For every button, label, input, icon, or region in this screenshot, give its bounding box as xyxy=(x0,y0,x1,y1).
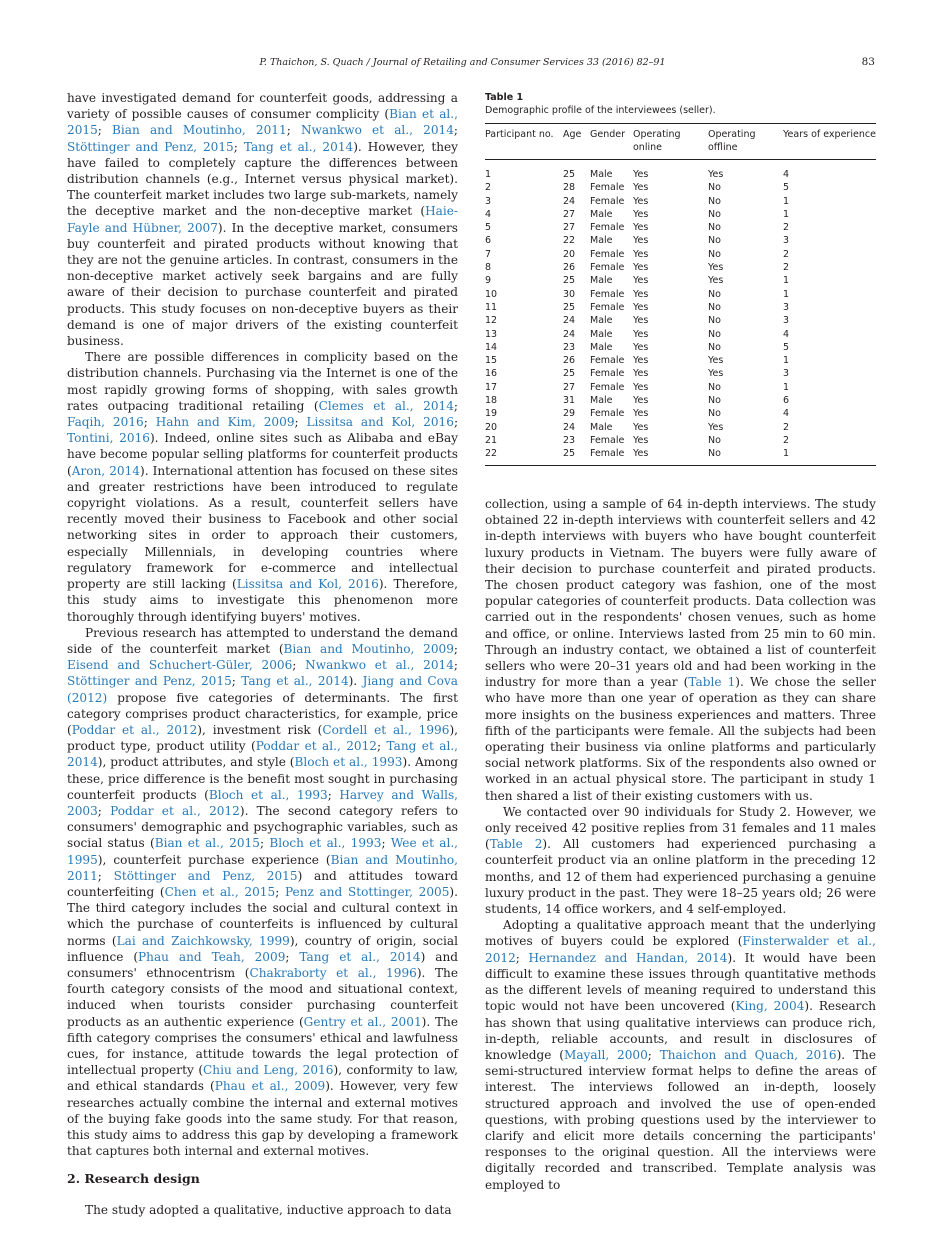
table-1 xyxy=(485,92,876,466)
table-cell: 24 xyxy=(563,195,576,207)
table-cell: 28 xyxy=(563,182,576,194)
text-run: ; xyxy=(294,415,307,430)
table-cell: No xyxy=(708,381,721,393)
text-run: ; xyxy=(285,949,300,964)
text-run: ; xyxy=(327,787,340,802)
column-header: Gender xyxy=(590,129,626,140)
table-cell: No xyxy=(708,222,721,234)
table-body xyxy=(485,160,876,466)
paragraph xyxy=(485,804,876,917)
paragraph xyxy=(485,917,876,1192)
table-cell: 9 xyxy=(485,275,492,287)
table-row xyxy=(485,221,876,234)
table-cell: 10 xyxy=(485,288,498,300)
table-cell: 1 xyxy=(485,169,492,180)
citation-link[interactable]: Jiang and Cova (2012) xyxy=(67,674,459,705)
table-cell: Female xyxy=(590,448,625,460)
table-row xyxy=(485,354,876,367)
citation-link[interactable]: Harvey and Walls, 2003 xyxy=(67,787,459,818)
table-cell: Yes xyxy=(633,222,649,234)
table-row xyxy=(485,288,876,301)
text-run: Adopting a qualitative approach meant that the underlying motives of buyers could be explored ( xyxy=(485,918,876,949)
table-row xyxy=(485,314,876,327)
table-cell: 4 xyxy=(783,169,790,180)
table-cell: 13 xyxy=(485,328,498,340)
table-cell: 1 xyxy=(783,355,790,367)
text-run: ; xyxy=(453,123,458,138)
text-run: ). Research has shown that using qualitative interviews can produce rich, in-depth, reliable accounts, and result in disclosures of knowledge ( xyxy=(485,999,877,1062)
table-cell: Female xyxy=(590,182,625,194)
table-cell: 5 xyxy=(783,182,790,194)
table-cell: Male xyxy=(590,235,613,247)
citation-link[interactable]: Poddar et al., 2012 xyxy=(255,739,377,754)
table-row xyxy=(485,407,876,420)
citation-link[interactable]: Chen et al., 2015 xyxy=(164,884,276,899)
table-cell: 5 xyxy=(485,222,492,234)
table-cell: 16 xyxy=(485,368,498,380)
table-cell: No xyxy=(708,208,721,220)
text-run: ). However, very few researches actually combine the internal and external motives of the buying fake goods into the same study. For that reason, this study aims to address this gap by developing a framework that captures both internal and external motives. xyxy=(67,1079,458,1159)
table-cell: Yes xyxy=(633,288,649,300)
table-cell: Female xyxy=(590,262,625,274)
table-cell: 31 xyxy=(563,395,576,407)
section-heading: 2. Research design xyxy=(67,1171,200,1187)
table-cell: Yes xyxy=(708,368,724,380)
text-run: ). The second category refers to consumers' demographic and psychographic variables, such as social status ( xyxy=(67,803,458,851)
text-run: ). The fifth category comprises the consumers' ethical and lawfulness cues, for instance, attitude towards the legal protection of intellectual property ( xyxy=(67,1014,458,1078)
citation-link[interactable]: Table 1 xyxy=(688,675,736,690)
table-cell: 21 xyxy=(485,434,498,446)
table-cell: Male xyxy=(590,208,613,220)
table-row xyxy=(485,195,876,208)
table-cell: 3 xyxy=(783,301,790,313)
table-cell: 6 xyxy=(485,235,492,247)
table-cell: Yes xyxy=(633,235,649,247)
citation-link[interactable]: Gentry et al., 2001 xyxy=(303,1014,422,1029)
citation-link[interactable]: Bian and Moutinho, 2009 xyxy=(283,641,454,656)
table-cell: 1 xyxy=(783,195,790,207)
text-run: ), investment risk ( xyxy=(197,722,323,737)
citation-link[interactable]: Eisend and Schuchert-Güler, 2006 xyxy=(67,658,293,673)
citation-link[interactable]: Tang et al., 2014 xyxy=(243,139,354,154)
table-cell: No xyxy=(708,288,721,300)
table-cell: Female xyxy=(590,381,625,393)
table-cell: Yes xyxy=(633,448,649,460)
table-cell: Yes xyxy=(633,408,649,420)
table-row xyxy=(485,248,876,261)
table-row xyxy=(485,381,876,394)
table-row xyxy=(485,394,876,407)
text-run: ). International attention has focused on these sites and greater restrictions have been introduced to regulate copyright violations. As a result, counterfeit sellers have recently moved their business to Facebook and other social networking sites in order to approach their customers, especially Millennials, in developing countries where regulatory framework for e-commerce and intellectual property are still lacking ( xyxy=(67,463,458,592)
table-cell: 2 xyxy=(485,182,492,194)
citation-link[interactable]: Thaichon and Quach, 2016 xyxy=(659,1047,837,1062)
text-run: collection, using a sample of 64 in-depth interviews. The study obtained 22 in-depth interviews with counterfeit sellers and 42 in-depth interviews with buyers who have bought counterfeit luxury products in Vietnam. The buyers were fully aware of their decision to purchase counterfeit and pirated products. The chosen product category was fashion, one of the most popular categories of counterfeit products. Data collection was carried out in the respondents' chosen venues, such as home and office, or online. Interviews lasted from 25 min to 60 min. Through an industry contact, we obtained a list of counterfeit sellers who were 20–31 years old and had been working in the industry for more than a year ( xyxy=(485,497,876,690)
citation-link[interactable]: Finsterwalder et al., 2012 xyxy=(485,934,876,965)
table-cell: No xyxy=(708,315,721,327)
table-cell: Yes xyxy=(633,434,649,446)
table-row xyxy=(485,367,876,380)
citation-link[interactable]: Tang et al., 2014 xyxy=(299,949,421,964)
citation-link[interactable]: Bloch et al., 1993 xyxy=(269,836,382,851)
table-cell: 3 xyxy=(485,195,492,207)
citation-link[interactable]: Lissitsa and Kol, 2016 xyxy=(306,415,454,430)
citation-link[interactable]: Nwankwo et al., 2014 xyxy=(300,123,454,138)
table-cell: 26 xyxy=(563,262,576,274)
text-run: ). The semi-structured interview format helps to define the areas of interest. The interviews followed an in-depth, loosely structured approach and involved the use of open-ended questions, with probing questions used by the interviewer to clarify and elicit more details concerning the participants' responses to the original question. All the interviews were digitally recorded and transcribed. Template analysis was employed to xyxy=(485,1047,876,1192)
citation-link[interactable]: Phau et al., 2009 xyxy=(214,1079,326,1094)
table-cell: 2 xyxy=(783,222,790,234)
table-row xyxy=(485,234,876,247)
table-row xyxy=(485,447,876,465)
table-cell: 1 xyxy=(783,448,790,460)
table-cell: No xyxy=(708,235,721,247)
citation-link[interactable]: Stöttinger and Penz, 2015 xyxy=(113,868,298,883)
citation-link[interactable]: Bloch et al., 1993 xyxy=(294,755,403,770)
left-column xyxy=(67,90,458,1218)
table-cell: 25 xyxy=(563,448,576,460)
right-column xyxy=(485,496,876,1193)
text-run: There are possible differences in complicity based on the distribution channels. Purchasing via the Internet is one of the most rapidly growing forms of shopping, with sales growth rates outpacing traditional retailing ( xyxy=(67,350,458,413)
text-run: ; xyxy=(515,950,529,965)
table-cell: 26 xyxy=(563,355,576,367)
text-run: The study adopted a qualitative, inductive approach to data xyxy=(85,1202,452,1217)
table-cell: 25 xyxy=(563,368,576,380)
table-cell: 2 xyxy=(783,421,790,433)
table-cell: 4 xyxy=(783,408,790,420)
citation-link[interactable]: Bian and Moutinho, 2011 xyxy=(112,123,287,138)
citation-link[interactable]: King, 2004 xyxy=(735,999,805,1014)
table-cell: 6 xyxy=(783,395,790,407)
text-run: ; xyxy=(97,803,111,818)
table-cell: Male xyxy=(590,341,613,353)
table-cell: 24 xyxy=(563,328,576,340)
table-cell: Yes xyxy=(708,275,724,287)
citation-link[interactable]: Bian et al., 2015 xyxy=(154,836,260,851)
table-cell: Yes xyxy=(633,368,649,380)
table-cell: Female xyxy=(590,408,625,420)
table-cell: 2 xyxy=(783,262,790,274)
table-cell: 1 xyxy=(783,381,790,393)
table-cell: 29 xyxy=(563,408,576,420)
table-row xyxy=(485,421,876,434)
table-cell: 23 xyxy=(563,434,576,446)
table-cell: 14 xyxy=(485,341,498,353)
text-run: ), conformity to law, and ethical standards ( xyxy=(67,1063,458,1094)
table-row xyxy=(485,328,876,341)
column-header: Operating offline xyxy=(708,129,756,153)
table-row xyxy=(485,341,876,354)
table-cell: 3 xyxy=(783,235,790,247)
citation-link[interactable]: Tang et al., 2014 xyxy=(241,674,349,689)
table-cell: 8 xyxy=(485,262,492,274)
table-label: Table 1 xyxy=(485,92,524,103)
table-cell: No xyxy=(708,195,721,207)
table-cell: 23 xyxy=(563,341,576,353)
paragraph xyxy=(67,90,458,349)
table-cell: No xyxy=(708,434,721,446)
text-run: ) and attitudes toward counterfeiting ( xyxy=(67,868,458,899)
table-cell: Female xyxy=(590,368,625,380)
table-cell: 2 xyxy=(783,434,790,446)
citation-link[interactable]: Bloch et al., 1993 xyxy=(208,787,328,802)
table-row xyxy=(485,208,876,221)
text-run: ; xyxy=(453,398,458,413)
table-row xyxy=(485,261,876,274)
table-cell: 22 xyxy=(563,235,576,247)
text-run: ; xyxy=(231,674,242,689)
text-run: ; xyxy=(97,868,114,883)
table-cell: Female xyxy=(590,355,625,367)
citation-link[interactable]: Stöttinger and Penz, 2015 xyxy=(67,139,234,154)
citation-link[interactable]: Phau and Teah, 2009 xyxy=(138,949,286,964)
table-cell: Male xyxy=(590,169,613,180)
table-cell: 4 xyxy=(783,328,790,340)
text-run: ) and consumers' ethnocentrism ( xyxy=(67,949,459,980)
table-cell: Yes xyxy=(708,421,724,433)
text-run: ). Indeed, online sites such as Alibaba and eBay have become popular selling platforms for counterfeit products ( xyxy=(67,431,458,478)
table-cell: Yes xyxy=(633,262,649,274)
column-header: Years of experience xyxy=(783,129,876,140)
table-cell: 27 xyxy=(563,222,576,234)
text-run: ; xyxy=(453,641,458,656)
text-run: ). We chose the seller who have more than one year of operation as they can share more insights on the business experiences and matters. Three fifth of the participants were female. All the subjects had been operating their business via online platforms and particularly social network platforms. Six of the respondents also owned or worked in an actual physical store. The participant in study 1 then shared a list of their existing customers with us. xyxy=(485,675,876,803)
citation-link[interactable]: Nwankwo et al., 2014 xyxy=(305,658,454,673)
paragraph xyxy=(67,349,458,624)
citation-link[interactable]: Lissitsa and Kol, 2016 xyxy=(236,577,379,592)
table-cell: 20 xyxy=(563,248,576,260)
citation-link[interactable]: Hernandez and Handan, 2014 xyxy=(528,950,728,965)
text-run: We contacted over 90 individuals for Study 2. However, we only received 42 positive replies from 31 females and 11 males ( xyxy=(485,804,876,852)
text-run: ; xyxy=(286,123,301,138)
paragraph xyxy=(485,496,876,804)
table-cell: Male xyxy=(590,275,613,287)
text-run: ; xyxy=(233,139,244,154)
citation-link[interactable]: Poddar et al., 2012 xyxy=(110,803,240,818)
journal-citation: P. Thaichon, S. Quach / Journal of Retailing and Consumer Services 33 (2016) 82–91 xyxy=(259,57,666,68)
text-run: ; xyxy=(453,415,459,430)
table-cell: No xyxy=(708,182,721,194)
table-cell: Yes xyxy=(633,381,649,393)
table-cell: Male xyxy=(590,328,613,340)
table-cell: 1 xyxy=(783,275,790,287)
citation-link[interactable]: Bian and Moutinho, 2011 xyxy=(67,852,458,883)
table-cell: Male xyxy=(590,395,613,407)
text-run: ). However, they have failed to completely capture the differences between distribution channels (e.g., Internet versus physical market). The counterfeit market includes two large sub-markets, namely the deceptive market and the non-deceptive market ( xyxy=(67,139,459,219)
text-run: ), product attributes, and style ( xyxy=(97,755,295,770)
citation-link[interactable]: Aron, 2014 xyxy=(71,463,140,478)
column-header: Operating online xyxy=(633,129,681,153)
table-cell: 1 xyxy=(783,288,790,300)
table-cell: Female xyxy=(590,195,625,207)
table-row xyxy=(485,181,876,194)
table-cell: Yes xyxy=(708,262,724,274)
table-cell: Yes xyxy=(633,315,649,327)
table-cell: 22 xyxy=(485,448,498,460)
citation-link[interactable]: Hahn and Kim, 2009 xyxy=(155,415,295,430)
table-cell: Yes xyxy=(708,355,724,367)
page-number: 83 xyxy=(861,56,875,68)
table-cell: Yes xyxy=(633,169,649,180)
text-run: ; xyxy=(259,836,270,851)
citation-link[interactable]: Haie-Fayle and Hübner, 2007 xyxy=(67,204,458,235)
table-cell: 5 xyxy=(783,341,790,353)
citation-link[interactable]: Wee et al., 1995 xyxy=(67,836,459,867)
table-cell: Male xyxy=(590,421,613,433)
table-cell: 25 xyxy=(563,275,576,287)
text-run: ). The third category includes the social and cultural context in which the purchase of counterfeits is influenced by cultural norms ( xyxy=(67,884,458,948)
table-cell: 4 xyxy=(485,208,492,220)
table-cell: Yes xyxy=(708,169,724,180)
table-cell: Female xyxy=(590,248,625,260)
table-row xyxy=(485,434,876,447)
table-caption: Demographic profile of the interviewees (seller). xyxy=(485,105,716,116)
table-cell: 24 xyxy=(563,421,576,433)
text-run: ), product type, product utility ( xyxy=(67,722,458,754)
table-cell: 19 xyxy=(485,408,498,420)
column-header: Age xyxy=(563,129,582,140)
citation-link[interactable]: Poddar et al., 2012 xyxy=(71,722,198,737)
table-cell: 15 xyxy=(485,355,498,367)
citation-link[interactable]: Stöttinger and Penz, 2015 xyxy=(67,674,232,689)
table-cell: Yes xyxy=(633,275,649,287)
table-cell: Female xyxy=(590,222,625,234)
citation-link[interactable]: Clemes et al., 2014 xyxy=(318,398,454,413)
table-cell: Male xyxy=(590,315,613,327)
citation-link[interactable]: Table 2 xyxy=(489,837,543,852)
table-cell: 2 xyxy=(783,248,790,260)
running-header xyxy=(0,55,925,71)
text-run: ; xyxy=(97,123,113,138)
table-cell: 27 xyxy=(563,208,576,220)
table-row xyxy=(485,274,876,287)
table-header xyxy=(485,124,876,160)
table-cell: 1 xyxy=(783,208,790,220)
table-cell: No xyxy=(708,248,721,260)
citation-link[interactable]: Bian et al., 2015 xyxy=(67,107,458,138)
table-cell: Yes xyxy=(633,301,649,313)
table-cell: 17 xyxy=(485,381,498,393)
table-row xyxy=(485,160,876,182)
citation-link[interactable]: Faqih, 2016 xyxy=(67,415,144,430)
text-run: have investigated demand for counterfeit goods, addressing a variety of possible causes of consumer complicity ( xyxy=(67,91,458,122)
citation-link[interactable]: Tang et al., 2014 xyxy=(67,739,459,770)
table-cell: 30 xyxy=(563,288,576,300)
table-cell: 3 xyxy=(783,315,790,327)
text-run: ), country of origin, social influence ( xyxy=(67,933,458,964)
paragraph xyxy=(67,625,458,1160)
text-run: ), counterfeit purchase experience ( xyxy=(97,852,331,867)
text-run: ; xyxy=(143,415,156,430)
text-run: Previous research has attempted to understand the demand side of the counterfeit market ( xyxy=(67,625,458,656)
citation-link[interactable]: Chakraborty et al., 1996 xyxy=(249,965,417,980)
table-cell: Yes xyxy=(633,195,649,207)
table-cell: Yes xyxy=(633,182,649,194)
table-cell: No xyxy=(708,395,721,407)
citation-link[interactable]: Chiu and Leng, 2016 xyxy=(203,1063,334,1078)
table-cell: Yes xyxy=(633,341,649,353)
table-cell: 3 xyxy=(783,368,790,380)
table-cell: Female xyxy=(590,434,625,446)
table-cell: 12 xyxy=(485,315,498,327)
column-header: Participant no. xyxy=(485,129,554,140)
text-run: ). All customers had experienced purchasing a counterfeit product via an online platform in the preceding 12 months, and 12 of them had experienced purchasing a genuine luxury product in the past. They were 18–25 years old; 26 were students, 14 office workers, and 4 self-employed. xyxy=(485,837,876,917)
text-run: ). It would have been difficult to examine these issues through quantitative methods as the different levels of meaning required to understand this topic would not have been uncovered ( xyxy=(485,950,876,1014)
table-cell: 25 xyxy=(563,169,576,180)
table-cell: No xyxy=(708,408,721,420)
citation-link[interactable]: Tontini, 2016 xyxy=(67,431,150,446)
text-run: ). xyxy=(348,674,363,689)
table-cell: Yes xyxy=(633,421,649,433)
demographic-table xyxy=(485,123,876,466)
citation-link[interactable]: Lai and Zaichkowsky, 1999 xyxy=(116,933,290,948)
text-run: ; xyxy=(647,1047,660,1062)
table-cell: No xyxy=(708,448,721,460)
table-cell: No xyxy=(708,341,721,353)
table-cell: 24 xyxy=(563,315,576,327)
table-cell: 25 xyxy=(563,301,576,313)
citation-link[interactable]: Cordell et al., 1996 xyxy=(322,722,450,737)
table-cell: No xyxy=(708,301,721,313)
citation-link[interactable]: Mayall, 2000 xyxy=(563,1047,648,1062)
table-cell: Female xyxy=(590,301,625,313)
text-run: ; xyxy=(292,658,306,673)
table-cell: Female xyxy=(590,288,625,300)
table-cell: Yes xyxy=(633,208,649,220)
table-cell: 7 xyxy=(485,248,492,260)
text-run: ; xyxy=(381,836,391,851)
text-run: ; xyxy=(275,884,285,899)
text-run: ). Among these, price difference is the benefit most sought in purchasing counterfeit products ( xyxy=(67,755,458,802)
text-run: ; xyxy=(453,658,458,673)
text-run: ; xyxy=(377,739,387,754)
text-run: ). Therefore, this study aims to investigate this phenomenon more thoroughly through identifying buyers' motives. xyxy=(67,577,459,624)
table-cell: 11 xyxy=(485,301,498,313)
table-cell: 27 xyxy=(563,381,576,393)
text-run: ). In the deceptive market, consumers buy counterfeit and pirated products without knowing that they are not the genuine articles. In contrast, consumers in the non-deceptive market actively seek bargains and are fully aware of their decision to purchase counterfeit and pirated products. This study focuses on non-deceptive buyers as their demand is one of major drivers of the existing counterfeit business. xyxy=(67,220,458,349)
table-cell: Yes xyxy=(633,395,649,407)
table-cell: Yes xyxy=(633,355,649,367)
table-row xyxy=(485,301,876,314)
paragraph xyxy=(67,1202,458,1218)
text-run: ). The fourth category consists of the mood and situational context, induced when tourists consider purchasing counterfeit products as an authentic experience ( xyxy=(67,965,459,1029)
table-cell: 20 xyxy=(485,421,498,433)
citation-link[interactable]: Penz and Stottinger, 2005 xyxy=(284,884,450,899)
text-run: propose five categories of determinants. The first category comprises product characteristics, for example, price ( xyxy=(67,690,458,737)
table-cell: No xyxy=(708,328,721,340)
table-cell: Yes xyxy=(633,328,649,340)
table-cell: 18 xyxy=(485,395,498,407)
table-cell: Yes xyxy=(633,248,649,260)
